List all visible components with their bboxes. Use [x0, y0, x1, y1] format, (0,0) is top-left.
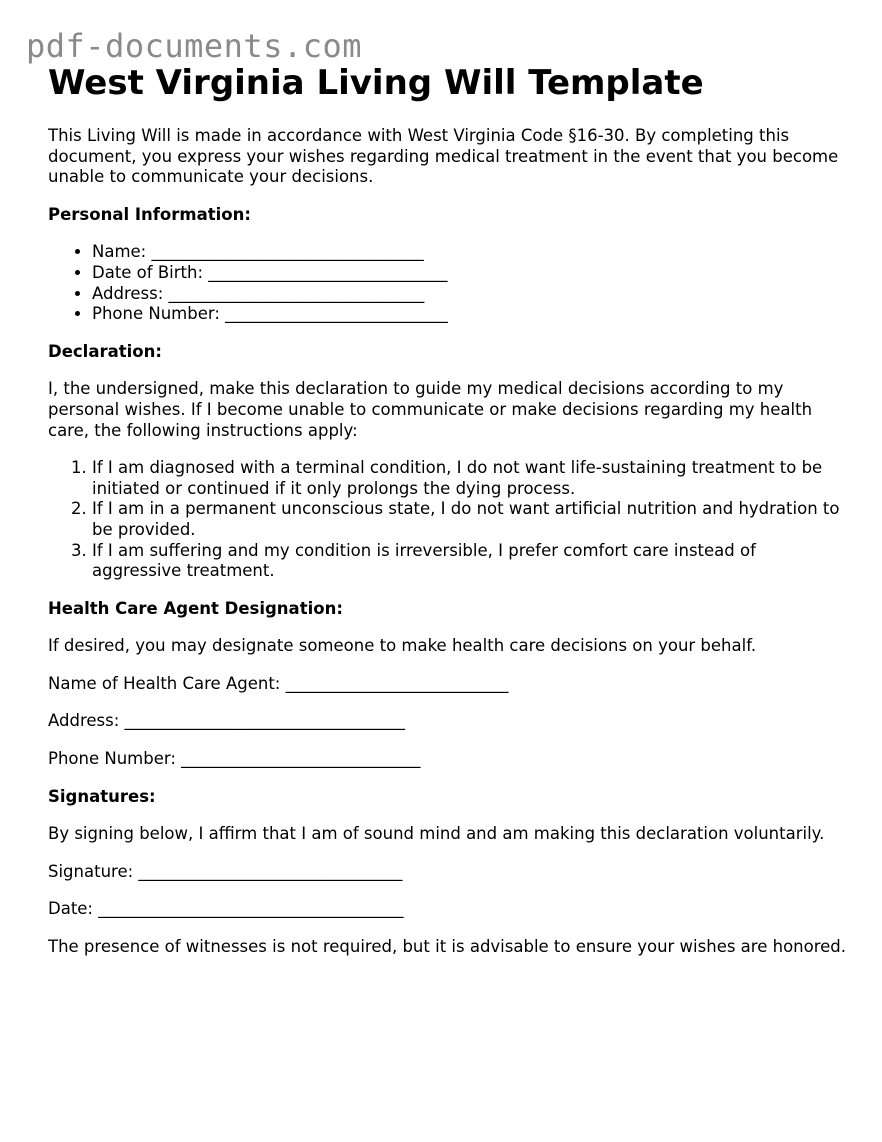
date-label: Date: [48, 899, 93, 919]
agent-name-blank[interactable]: ___________________________ [285, 673, 509, 693]
agent-address-blank[interactable]: __________________________________ [124, 711, 406, 731]
signature-blank[interactable]: ________________________________ [138, 861, 403, 881]
agent-phone-label: Phone Number: [48, 749, 176, 769]
agent-name-label: Name of Health Care Agent: [48, 673, 281, 693]
phone-blank[interactable]: ___________________________ [225, 304, 448, 324]
list-item: 3. If I am suffering and my condition is irreversible, I prefer comfort care instead of aggressive treatment. [92, 541, 848, 582]
watermark: pdf-documents.com [26, 27, 363, 65]
list-item: 2. If I am in a permanent unconscious state, I do not want artificial nutrition and hydration to be provided. [92, 499, 848, 540]
list-item [92, 242, 848, 263]
signature-label: Signature: [48, 861, 134, 881]
page-title: West Virginia Living Will Template [48, 63, 704, 103]
agent-paragraph: If desired, you may designate someone to make health care decisions on your behalf. [48, 636, 757, 656]
instructions-list [48, 458, 848, 582]
name-blank[interactable]: _________________________________ [151, 242, 424, 262]
address-label: Address: [92, 283, 164, 303]
list-item: 1. If I am diagnosed with a terminal condition, I do not want life-sustaining treatment to be initiated or continued if it only prolongs the dying process. [92, 458, 848, 499]
agent-address-label: Address: [48, 711, 120, 731]
personal-info-list [48, 242, 848, 324]
list-item [92, 263, 848, 284]
agent-name-line [48, 674, 848, 695]
declaration-paragraph: I, the undersigned, make this declaration to guide my medical decisions according to my personal wishes. If I become unable to communicate or make decisions regarding my health care, the following instructions apply: [48, 379, 813, 440]
personal-info-heading: Personal Information: [48, 204, 251, 224]
agent-phone-blank[interactable]: _____________________________ [181, 749, 421, 769]
agent-phone-line [48, 749, 848, 770]
declaration-heading: Declaration: [48, 341, 162, 361]
signatures-heading: Signatures: [48, 786, 156, 806]
list-item [92, 304, 848, 325]
document-page [48, 60, 848, 958]
signature-line [48, 862, 848, 883]
footer-paragraph: The presence of witnesses is not required, but it is advisable to ensure your wishes are honored. [48, 937, 847, 957]
phone-label: Phone Number: [92, 304, 220, 324]
signatures-paragraph: By signing below, I affirm that I am of sound mind and am making this declaration voluntarily. [48, 824, 825, 844]
dob-label: Date of Birth: [92, 262, 204, 282]
intro-paragraph: This Living Will is made in accordance with West Virginia Code §16-30. By completing this document, you express your wishes regarding medical treatment in the event that you become unable to communicate your decisions. [48, 126, 839, 187]
name-label: Name: [92, 242, 147, 262]
agent-address-line [48, 711, 848, 732]
date-blank[interactable]: _____________________________________ [98, 899, 404, 919]
agent-heading: Health Care Agent Designation: [48, 598, 343, 618]
date-line [48, 899, 848, 920]
list-item [92, 284, 848, 305]
dob-blank[interactable]: _____________________________ [208, 262, 448, 282]
address-blank[interactable]: _______________________________ [168, 283, 425, 303]
